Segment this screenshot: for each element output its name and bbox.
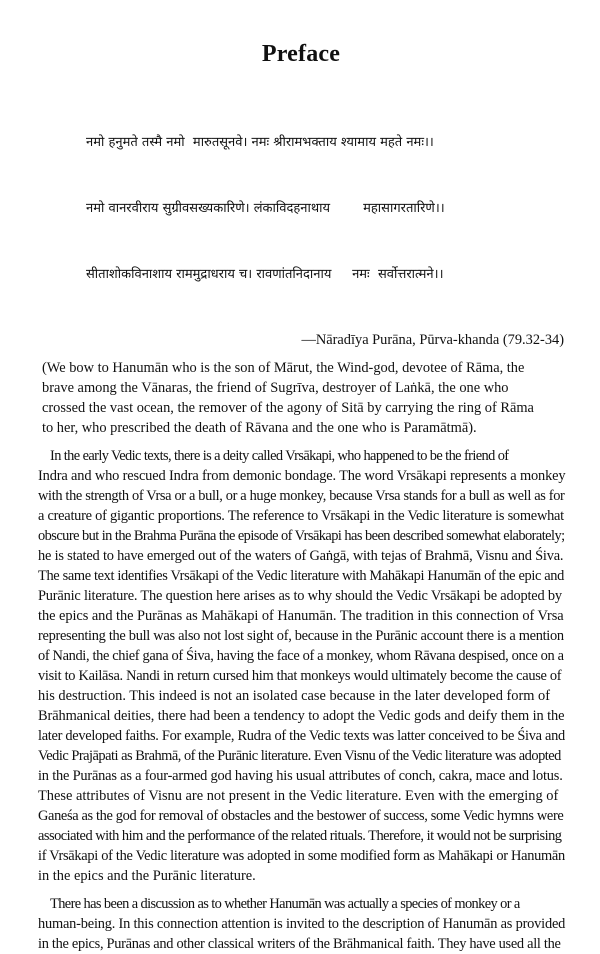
paragraph-line: In the early Vedic texts, there is a deity called Vrsākapi, who happened to be the friend of bbox=[50, 448, 509, 464]
paragraph-line: There has been a discussion as to whether Hanumān was actually a species of monkey or a bbox=[50, 896, 520, 912]
verse-translation bbox=[42, 358, 564, 438]
paragraph-line: with the strength of Vrsa or a bull, or a huge monkey, because Vrsa stands for a bull as well as for bbox=[38, 488, 565, 504]
paragraph-line: visit to Kailāsa. Nandi in return cursed him that monkeys would ultimately become the cause of bbox=[38, 668, 562, 684]
sanskrit-verse bbox=[86, 88, 564, 330]
paragraph-line: associated with him and the performance of the related rituals. Therefore, it would not be surprising bbox=[38, 828, 562, 844]
paragraph-vrsakapi bbox=[38, 446, 564, 886]
paragraph-line: Ganeśa as the god for removal of obstacles and the bestower of success, some Vedic hymns were bbox=[38, 808, 564, 824]
translation-line: to her, who prescribed the death of Rāvana and the one who is Paramātmā). bbox=[42, 420, 477, 436]
verse-line: नमो हनुमते तस्मै नमो मारुतसूनवे। नमः श्रीरामभक्ताय श्यामाय महते नमः।। bbox=[86, 135, 434, 150]
translation-line: crossed the vast ocean, the remover of the agony of Sitā by carrying the ring of Rāma bbox=[42, 400, 534, 416]
paragraph-line: of Nandi, the chief gana of Śiva, having the face of a monkey, whom Rāvana despised, once on a bbox=[38, 648, 564, 664]
paragraph-line: in the epics, Purānas and other classical writers of the Brāhmanical faith. They have used all the bbox=[38, 936, 561, 952]
paragraph-line: the epics and the Purānas as Mahākapi of Hanumān. The tradition in this connection of Vrsa bbox=[38, 608, 564, 624]
paragraph-line: he is stated to have emerged out of the waters of Gaṅgā, with tejas of Brahmā, Visnu and Śiva. bbox=[38, 548, 564, 564]
paragraph-line: Brāhmanical deities, there had been a tendency to adopt the Vedic gods and deify them in the bbox=[38, 708, 565, 724]
paragraph-line: in the Purānas as a four-armed god having his usual attributes of conch, cakra, mace and lotus. bbox=[38, 768, 563, 784]
book-page bbox=[38, 40, 564, 954]
paragraph-line: human-being. In this connection attention is invited to the description of Hanumān as provided bbox=[38, 916, 566, 932]
paragraph-line: his destruction. This indeed is not an isolated case because in the later developed form of bbox=[38, 688, 551, 704]
paragraph-line: representing the bull was also not lost sight of, because in the Purānic account there is a mention bbox=[38, 628, 564, 644]
verse-line: नमो वानरवीराय सुग्रीवसख्यकारिणे। लंकाविदहनाथाय महासागरतारिणे।। bbox=[86, 201, 445, 216]
translation-line: (We bow to Hanumān who is the son of Mārut, the Wind-god, devotee of Rāma, the bbox=[42, 360, 525, 376]
page-title: Preface bbox=[261, 41, 341, 67]
paragraph-hanuman-nature bbox=[38, 894, 564, 954]
paragraph-line: a creature of gigantic proportions. The reference to Vrsākapi in the Vedic literature is somewhat bbox=[38, 508, 564, 524]
verse-line: सीताशोकविनाशाय राममुद्राधराय च। रावणांतनिदानाय नमः सर्वोत्तरात्मने।। bbox=[86, 267, 444, 282]
paragraph-line: obscure but in the Brahma Purāna the episode of Vrsākapi has been described somewhat elaborately; bbox=[38, 528, 565, 544]
paragraph-line: The same text identifies Vrsākapi of the Vedic literature with Mahākapi Hanumān of the epic and bbox=[38, 568, 565, 584]
paragraph-line: Purānic literature. The question here arises as to why should the Vedic Vrsākapi be adopted by bbox=[38, 588, 562, 604]
paragraph-line: Vedic Prajāpati as Brahmā, of the Purānic literature. Even Visnu of the Vedic literature was adopted bbox=[38, 748, 561, 764]
paragraph-line: later developed faiths. For example, Rudra of the Vedic texts was latter conceived to be Śiva and bbox=[38, 728, 565, 744]
paragraph-line: in the epics and the Purānic literature. bbox=[38, 868, 256, 884]
translation-line: brave among the Vānaras, the friend of Sugrīva, destroyer of Laṅkā, the one who bbox=[42, 380, 509, 396]
verse-citation: —Nāradīya Purāna, Pūrva-khanda (79.32-34) bbox=[301, 332, 564, 348]
paragraph-line: if Vrsākapi of the Vedic literature was adopted in some modified form as Mahākapi or Hanumān bbox=[38, 848, 565, 864]
paragraph-line: Indra and who rescued Indra from demonic bondage. The word Vrsākapi represents a monkey bbox=[38, 468, 566, 484]
paragraph-line: These attributes of Visnu are not present in the Vedic literature. Even with the emerging of bbox=[38, 788, 559, 804]
